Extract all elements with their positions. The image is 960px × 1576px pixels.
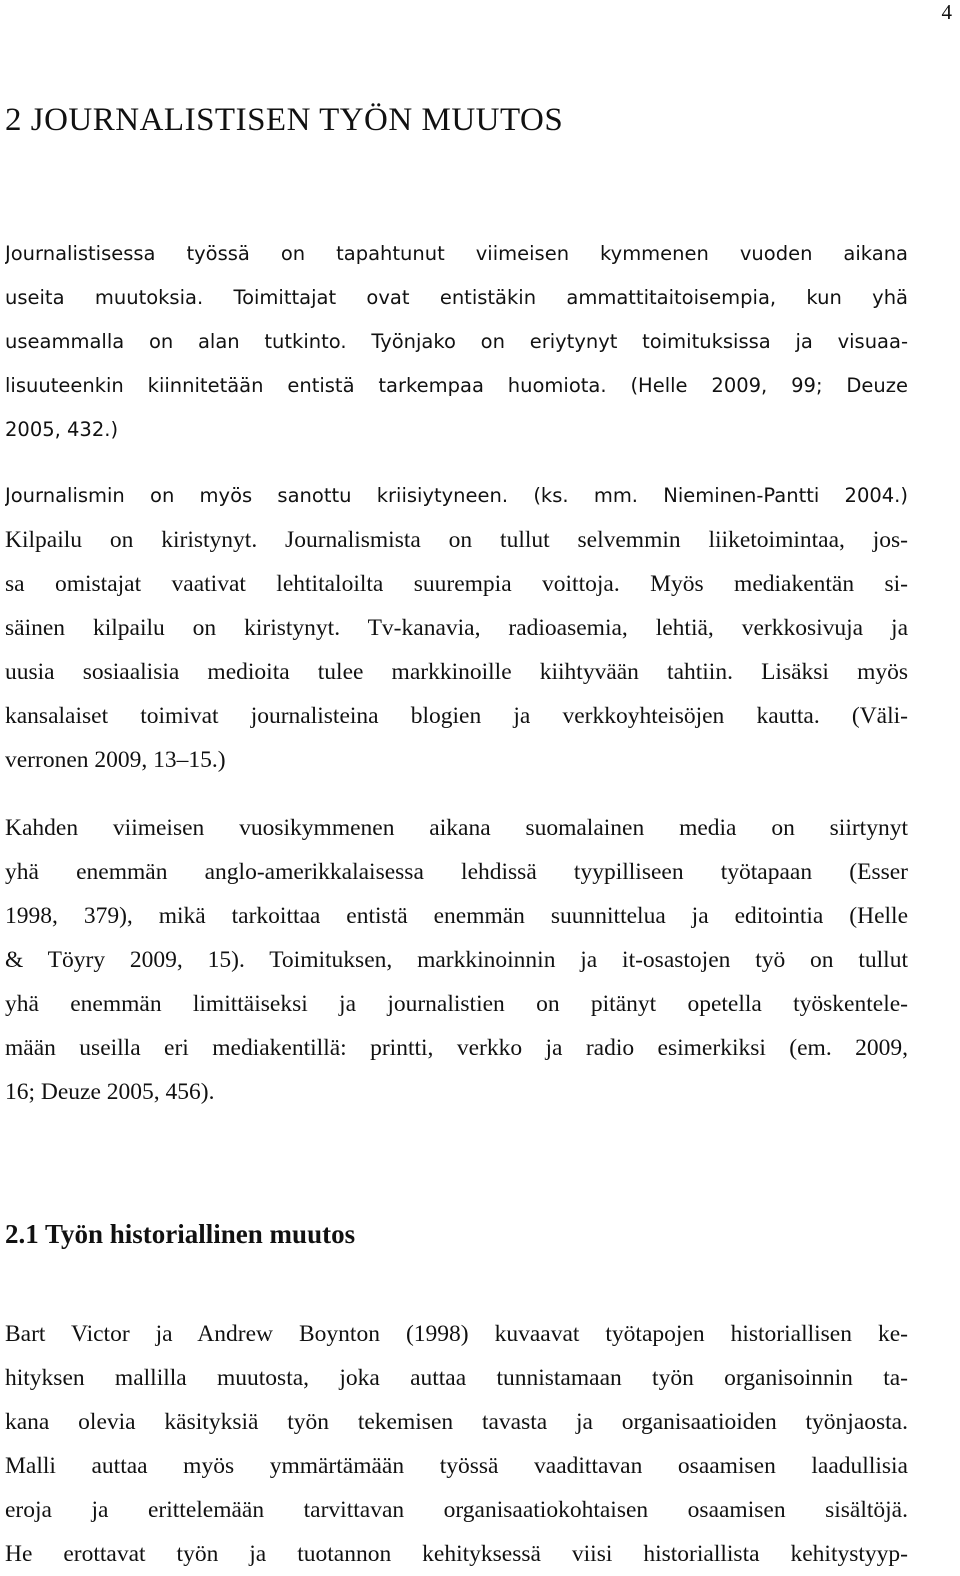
paragraph-line: 16; Deuze 2005, 456). — [5, 1079, 215, 1105]
paragraph-line: kansalaiset toimivat journalisteina blogien ja verkkoyhteisöjen kautta. (Väli- — [5, 703, 908, 729]
paragraph-intro — [5, 232, 908, 452]
page-number: 4 — [941, 0, 952, 24]
paragraph-line: uusia sosiaalisia medioita tulee markkinoille kiihtyvään tahtiin. Lisäksi myös — [5, 659, 908, 685]
paragraph-line: yhä enemmän limittäiseksi ja journalistien on pitänyt opetella työskentele- — [5, 991, 908, 1017]
paragraph-line: lisuuteenkin kiinnitetään entistä tarkempaa huomiota. (Helle 2009, 99; Deuze — [5, 374, 908, 397]
paragraph-line: kana olevia käsityksiä työn tekemisen tavasta ja organisaatioiden työnjaosta. — [5, 1409, 908, 1435]
paragraph-line: Bart Victor ja Andrew Boynton (1998) kuvaavat työtapojen historiallisen ke- — [5, 1321, 908, 1347]
paragraph-line: & Töyry 2009, 15). Toimituksen, markkinoinnin ja it-osastojen työ on tullut — [5, 947, 908, 973]
paragraph-line: sa omistajat vaativat lehtitaloilta suurempia voittoja. Myös mediakentän si- — [5, 571, 908, 597]
paragraph-historical — [5, 1312, 908, 1576]
paragraph-line: useammalla on alan tutkinto. Työnjako on eriytynyt toimituksissa ja visuaa- — [5, 330, 908, 353]
paragraph-media-shift — [5, 806, 908, 1114]
paragraph-line: Journalismin on myös sanottu kriisiytyneen. (ks. mm. Nieminen-Pantti 2004.) — [5, 484, 908, 507]
paragraph-line: He erottavat työn ja tuotannon kehityksessä viisi historiallista kehitystyyp- — [5, 1541, 908, 1567]
chapter-title: 2 JOURNALISTISEN TYÖN MUUTOS — [5, 102, 564, 138]
paragraph-line: 2005, 432.) — [5, 418, 119, 441]
paragraph-crisis — [5, 474, 908, 782]
paragraph-line: hityksen mallilla muutosta, joka auttaa tunnistamaan työn organisoinnin ta- — [5, 1365, 908, 1391]
paragraph-line: 1998, 379), mikä tarkoittaa entistä enemmän suunnittelua ja editointia (Helle — [5, 903, 908, 929]
section-title: 2.1 Työn historiallinen muutos — [5, 1219, 356, 1249]
paragraph-line: Kilpailu on kiristynyt. Journalismista on tullut selvemmin liiketoimintaa, jos- — [5, 527, 908, 553]
paragraph-line: yhä enemmän anglo-amerikkalaisessa lehdissä tyypilliseen työtapaan (Esser — [5, 859, 908, 885]
paragraph-line: säinen kilpailu on kiristynyt. Tv-kanavia, radioasemia, lehtiä, verkkosivuja ja — [5, 615, 908, 641]
paragraph-line: useita muutoksia. Toimittajat ovat entistäkin ammattitaitoisempia, kun yhä — [5, 286, 908, 309]
paragraph-line: Journalistisessa työssä on tapahtunut viimeisen kymmenen vuoden aikana — [5, 242, 908, 265]
paragraph-line: mään useilla eri mediakentillä: printti, verkko ja radio esimerkiksi (em. 2009, — [5, 1035, 908, 1061]
paragraph-line: eroja ja erittelemään tarvittavan organisaatiokohtaisen osaamisen sisältöjä. — [5, 1497, 908, 1523]
paragraph-line: Kahden viimeisen vuosikymmenen aikana suomalainen media on siirtynyt — [5, 815, 908, 841]
paragraph-line: Malli auttaa myös ymmärtämään työssä vaadittavan osaamisen laadullisia — [5, 1453, 908, 1479]
paragraph-line: verronen 2009, 13–15.) — [5, 747, 226, 773]
